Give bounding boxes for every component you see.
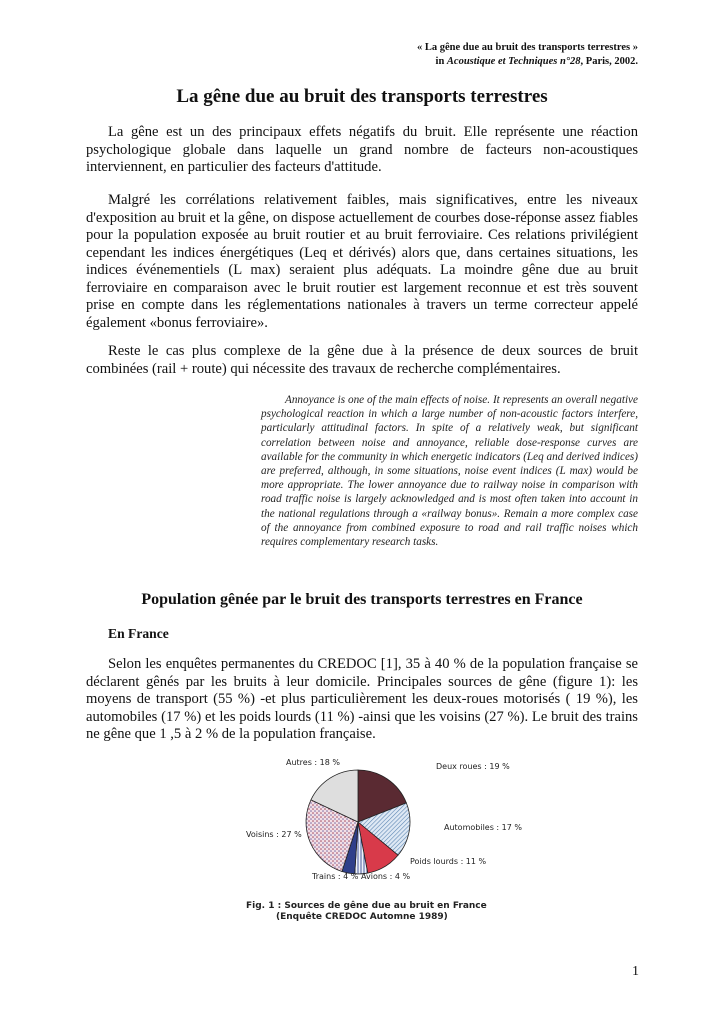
pie-label-4: Trains : 4 % [312, 872, 359, 881]
running-head-journal: Acoustique et Techniques n°28 [446, 56, 581, 67]
pie-label-0: Deux roues : 19 % [436, 762, 510, 771]
pie-label-5: Voisins : 27 % [246, 830, 302, 839]
pie-label-1: Automobiles : 17 % [444, 823, 522, 832]
figure-pie-chart [240, 748, 522, 938]
pie-label-2: Poids lourds : 11 % [410, 857, 487, 866]
paragraph-correlations: Malgré les corrélations relativement faibles, mais significatives, entre les niveaux d'exposition au bruit et la gêne, on dispose actuellement de courbes dose-réponse assez fiables pour la population exposée au bruit routier et au bruit ferroviaire. Ces relations privilégient cependant les indices énergétiques (Leq et dérivés) alors que, dans certaines situations, les indices événementiels (L max) seraient plus adéquats. La moindre gêne due au bruit ferroviaire en comparaison avec le bruit routier est largement reconnue et est très souvent prise en compte dans les réglementations nationales à travers un terme correcteur appelé également «bonus ferroviaire». [86, 192, 638, 331]
figure-caption [246, 901, 487, 923]
paragraph-intro: La gêne est un des principaux effets négatifs du bruit. Elle représente une réaction psychologique globale dans laquelle un grand nombre de facteurs non-acoustiques interviennent, en particulier des facteurs d'attitude. [86, 124, 638, 175]
running-head-suffix: , Paris, 2002. [580, 56, 638, 67]
figure-caption-line1: Fig. 1 : Sources de gêne due au bruit en France [246, 901, 487, 911]
running-head-line2 [417, 55, 638, 69]
pie-chart [240, 748, 522, 898]
figure-caption-line2: (Enquête CREDOC Automne 1989) [276, 912, 448, 922]
english-abstract: Annoyance is one of the main effects of noise. It represents an overall negative psychological reaction in which a large number of non-acoustic factors interfere, particularly attitudinal factors. In spite of a relatively weak, but significant correlation between noise and annoyance, reliable dose-response curves are available for the community in which energetic indicators (Leq and derived indices) are preferred, although, in some situations, noise event indices (L max) would be more appropriate. The lower annoyance due to railway noise in comparison with road traffic noise is largely acknowledged and is most often taken into account in the national regulations through a «railway bonus». Remain a more complex case of the annoyance from combined exposure to road and rail traffic noises which requires complementary research tasks. [261, 394, 638, 549]
page-number: 1 [632, 964, 639, 979]
running-head [417, 41, 638, 69]
paragraph-credoc: Selon les enquêtes permanentes du CREDOC [1], 35 à 40 % de la population française se déclarent gênés par les bruits à leur domicile. Principales sources de gêne (figure 1): les moyens de transport (55 %) -et plus particulièrement les deux-roues motorisés ( 19 %), les automobiles (17 %) et les poids lourds (11 %) -ainsi que les voisins (27 %). Le bruit des trains ne gêne que 1 ,5 à 2 % de la population française. [86, 656, 638, 742]
pie-label-6: Autres : 18 % [286, 758, 340, 767]
running-head-line1: « La gêne due au bruit des transports terrestres » [417, 42, 638, 53]
pie-label-3: Avions : 4 % [361, 872, 411, 881]
page-title: La gêne due au bruit des transports terrestres [176, 86, 548, 107]
subsection-title: En France [108, 626, 169, 641]
running-head-prefix: in [435, 56, 447, 67]
pie-slices [306, 770, 410, 874]
paragraph-combined-sources: Reste le cas plus complexe de la gêne due à la présence de deux sources de bruit combinées (rail + route) qui nécessite des travaux de recherche complémentaires. [86, 343, 638, 377]
section-title: Population gênée par le bruit des transports terrestres en France [141, 591, 583, 608]
